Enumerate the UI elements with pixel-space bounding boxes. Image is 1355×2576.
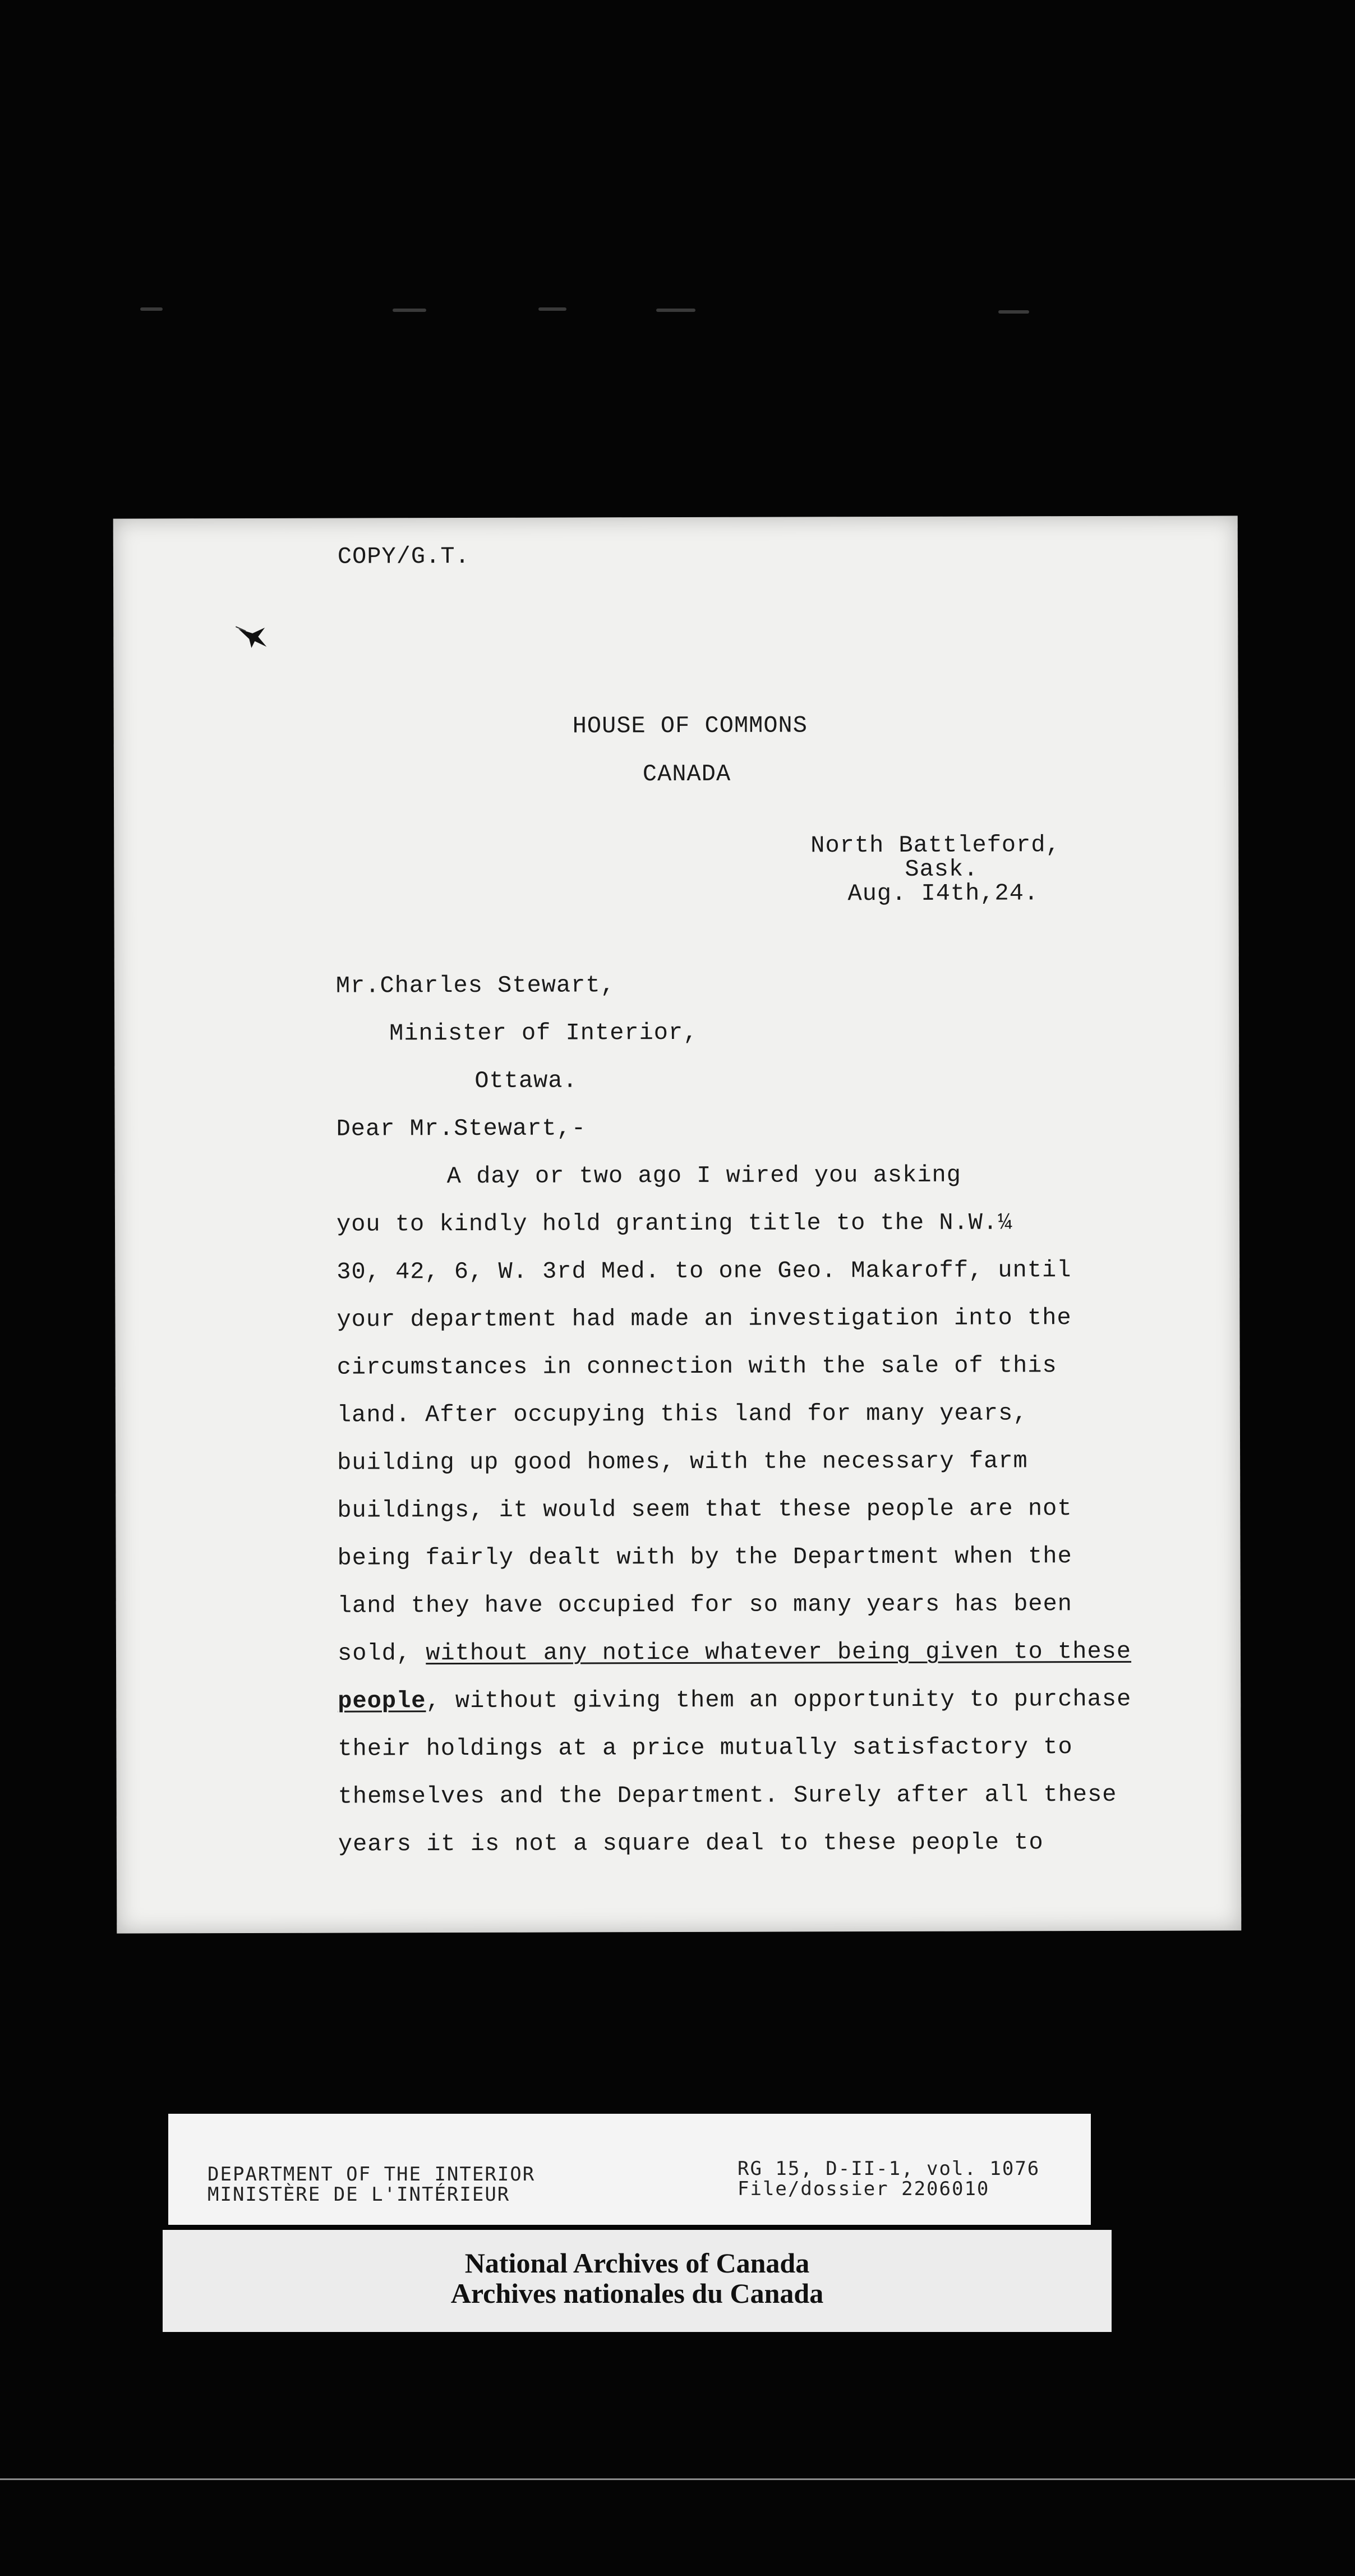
record-group-reference: RG 15, D-II-1, vol. 1076	[738, 2158, 1040, 2180]
body-text: sold,	[337, 1640, 426, 1667]
archives-name-en: National Archives of Canada	[464, 2247, 810, 2279]
body-line: being fairly dealt with by the Department when the	[337, 1543, 1072, 1572]
file-number: File/dossier 2206010	[738, 2178, 990, 2200]
archives-name-fr: Archives nationales du Canada	[450, 2278, 824, 2309]
letterhead-canada: CANADA	[642, 760, 731, 788]
addressee-title: Minister of Interior,	[389, 1019, 698, 1047]
body-line: themselves and the Department. Surely after all these	[338, 1781, 1117, 1810]
addressee-city: Ottawa.	[474, 1067, 578, 1094]
film-speck	[393, 309, 426, 312]
film-speck	[538, 307, 566, 311]
salutation: Dear Mr.Stewart,-	[336, 1115, 587, 1143]
body-line: 30, 42, 6, W. 3rd Med. to one Geo. Makaroff, until	[337, 1257, 1072, 1286]
body-line: years it is not a square deal to these people to	[338, 1829, 1044, 1858]
department-name-en: DEPARTMENT OF THE INTERIOR	[208, 2163, 536, 2186]
body-line: you to kindly hold granting title to the N.W.¼	[336, 1209, 1013, 1238]
copy-mark: COPY/G.T.	[337, 542, 470, 571]
body-line	[338, 1686, 1131, 1715]
archives-banner	[163, 2230, 1112, 2332]
department-name-fr: MINISTÈRE DE L'INTÉRIEUR	[208, 2183, 510, 2206]
body-line: building up good homes, with the necessary farm	[337, 1447, 1028, 1476]
film-edge-line	[0, 2478, 1355, 2480]
archive-reference-label	[168, 2114, 1091, 2225]
body-line: land. After occupying this land for many years,	[337, 1400, 1028, 1429]
date-line: Aug. I4th,24.	[847, 880, 1039, 908]
addressee-name: Mr.Charles Stewart,	[335, 972, 615, 1000]
letter-page	[113, 516, 1242, 1933]
body-line: their holdings at a price mutually satisfactory to	[338, 1733, 1073, 1763]
body-line: circumstances in connection with the sale of this	[337, 1352, 1057, 1381]
place-line-province: Sask.	[905, 855, 979, 883]
letterhead-house-of-commons: HOUSE OF COMMONS	[572, 712, 808, 740]
body-text: , without giving them an opportunity to purchase	[426, 1685, 1132, 1715]
place-line-city: North Battleford,	[810, 831, 1061, 859]
film-speck	[998, 310, 1029, 314]
body-line: your department had made an investigation into the	[337, 1304, 1072, 1333]
body-line: land they have occupied for so many years has been	[337, 1590, 1073, 1620]
underlined-text: without any notice whatever being given to these	[426, 1637, 1132, 1667]
film-speck	[656, 309, 695, 312]
body-line	[338, 1638, 1131, 1667]
body-line: buildings, it would seem that these people are not	[337, 1495, 1072, 1524]
underlined-text: people	[338, 1687, 426, 1715]
body-line: A day or two ago I wired you asking	[446, 1161, 961, 1190]
ink-blot-icon	[236, 622, 269, 650]
film-speck	[140, 307, 163, 311]
